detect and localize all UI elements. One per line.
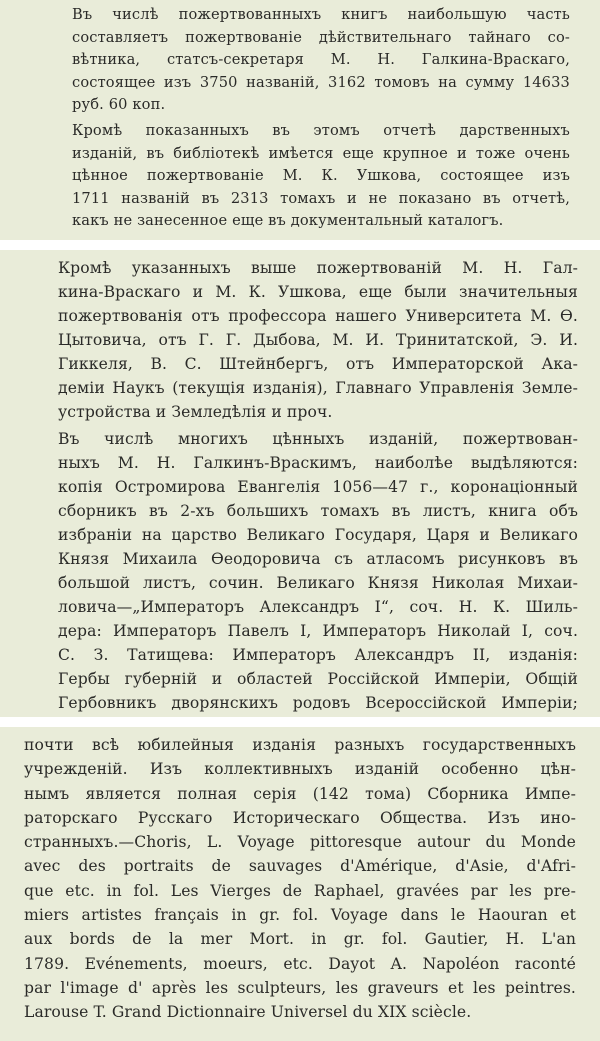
text-line: деміи Наукъ (текущія изданія), Главнаго Управленія Земле- — [58, 379, 578, 397]
text-line: aux bords de la mer Mort. in gr. fol. Gautier, H. L'an — [24, 930, 576, 949]
text-line: miers artistes français in gr. fol. Voyage dans le Haouran et — [24, 906, 576, 925]
text-line: вѣтника, статсъ-секретаря М. Н. Галкина-Враскаго, — [72, 51, 570, 69]
text-line: нымъ является полная серія (142 тома) Сборника Импе- — [24, 784, 576, 803]
text-line: Кромѣ показанныхъ въ этомъ отчетѣ дарственныхъ — [72, 121, 570, 139]
paragraph-ushkov-donation — [36, 120, 570, 233]
text-line: 1789. Evénements, moeurs, etc. Dayot A. Napoléon raconté — [24, 954, 576, 973]
scan-fragment-3 — [0, 727, 600, 1041]
text-line: кина-Враскаго и М. К. Ушкова, еще были значительныя — [58, 283, 578, 301]
text-line: какъ не занесенное еще въ документальный каталогъ. — [72, 212, 504, 230]
text-line: avec des portraits de sauvages d'Amérique, d'Asie, d'Afri- — [24, 857, 576, 876]
scan-fragment-2 — [0, 250, 600, 717]
text-line: учрежденій. Изъ коллективныхъ изданій особенно цѣн- — [24, 760, 576, 779]
text-line: Гиккеля, В. С. Штейнбергъ, отъ Императорской Ака- — [58, 355, 578, 373]
text-line: 1711 названій въ 2313 томахъ и не показано въ отчетѣ, — [72, 189, 570, 207]
text-line: Larouse T. Grand Dictionnaire Universel du XIX sciècle. — [24, 1003, 472, 1022]
text-line: дера: Императоръ Павелъ I, Императоръ Николай I, соч. — [58, 622, 578, 640]
text-line: устройства и Земледѣлія и проч. — [58, 403, 333, 421]
text-line: ловича—„Императоръ Александръ I“, соч. Н. К. Шиль- — [58, 598, 578, 616]
text-line: ныхъ М. Н. Галкинъ-Враскимъ, наиболѣе выдѣляются: — [58, 454, 578, 472]
text-line: сборникъ въ 2-хъ большихъ томахъ въ листъ, книга объ — [58, 502, 578, 520]
paragraph-jubilee-editions — [24, 733, 576, 1025]
text-line: Въ числѣ пожертвованныхъ книгъ наибольшую часть — [72, 6, 570, 23]
text-line: Гербы губерній и областей Россійской Имперіи, Общій — [58, 670, 578, 688]
text-line: que etc. in fol. Les Vierges de Raphael, gravées par les pre- — [24, 881, 576, 900]
text-line: избраніи на царство Великаго Государя, Царя и Великаго — [58, 526, 578, 544]
text-line: цѣнное пожертвованіе М. К. Ушкова, состоящее изъ — [72, 167, 570, 185]
text-line: копія Остромирова Евангелія 1056—47 г., коронаціонный — [58, 478, 578, 496]
text-line: Въ числѣ многихъ цѣнныхъ изданій, пожертвован- — [58, 430, 578, 448]
text-line: Кромѣ указанныхъ выше пожертвованій М. Н. Гал- — [58, 259, 578, 277]
scan-fragment-1 — [0, 0, 600, 240]
text-line: руб. 60 коп. — [72, 96, 166, 114]
text-line: par l'image d' après les sculpteurs, les graveurs et les peintres. — [24, 978, 576, 997]
text-line: состоящее изъ 3750 названій, 3162 томовъ на сумму 14633 — [72, 73, 570, 91]
text-line: составляетъ пожертвованіе дѣйствительнаго тайнаго со- — [72, 28, 570, 46]
text-line: пожертвованія отъ профессора нашего Университета М. Ѳ. — [58, 307, 578, 325]
text-line: почти всѣ юбилейныя изданія разныхъ государственныхъ — [24, 736, 576, 754]
text-line: Гербовникъ дворянскихъ родовъ Всероссійской Имперіи; — [58, 694, 578, 712]
text-line: изданій, въ библіотекѣ имѣется еще крупное и тоже очень — [72, 144, 570, 162]
paragraph-other-donations — [22, 256, 578, 424]
paragraph-galkin-donation — [36, 4, 570, 117]
text-line: раторскаго Русскаго Историческаго Общества. Изъ ино- — [24, 808, 576, 827]
text-line: странныхъ.—Choris, L. Voyage pittoresque autour du Monde — [24, 833, 576, 852]
text-line: Князя Михаила Ѳеодоровича съ атласомъ рисунковъ въ — [58, 550, 578, 568]
text-line: Цытовича, отъ Г. Г. Дыбова, М. И. Тринитатской, Э. И. — [58, 331, 578, 349]
text-line: С. З. Татищева: Императоръ Александръ II, изданія: — [58, 646, 578, 664]
text-line: большой листъ, сочин. Великаго Князя Николая Михаи- — [58, 574, 578, 592]
paragraph-valuable-editions — [22, 427, 578, 715]
